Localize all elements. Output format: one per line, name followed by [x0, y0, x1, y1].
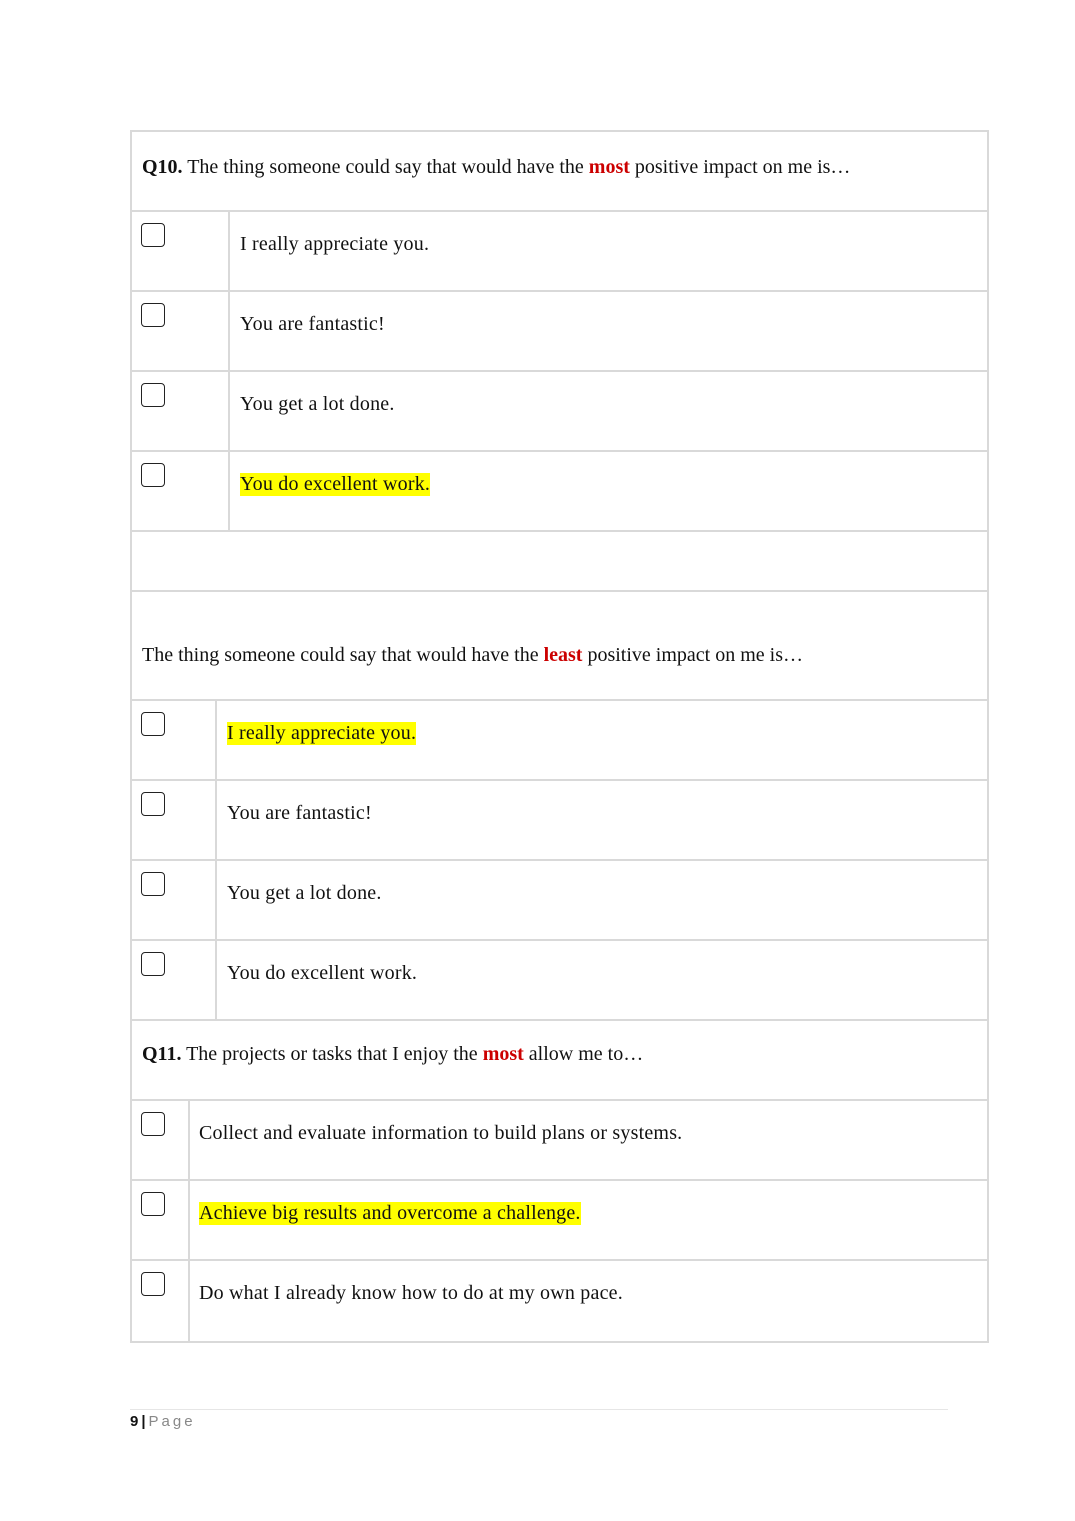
q10-prompt-start: The thing someone could say that would have the: [182, 156, 589, 178]
q10-option-1-checkbox[interactable]: [141, 223, 165, 247]
q10-least-option-1-checkbox[interactable]: [141, 712, 165, 736]
q10-least-option-row[interactable]: [132, 701, 987, 781]
column-divider: [215, 781, 217, 859]
q11-prompt-end: allow me to…: [523, 1043, 644, 1065]
q10-least-option-row[interactable]: [132, 941, 987, 1021]
page-number: 9: [130, 1413, 139, 1430]
q11-label: Q11.: [142, 1043, 182, 1065]
q10-option-2-text: You are fantastic!: [240, 313, 385, 335]
q11-option-2-checkbox[interactable]: [141, 1192, 165, 1216]
q10-option-1-text: I really appreciate you.: [240, 233, 430, 255]
q10-option-row[interactable]: [132, 372, 987, 452]
q10-least-question-text: [142, 644, 803, 667]
column-divider: [228, 372, 230, 450]
q10-least-keyword: least: [543, 644, 583, 666]
q10-option-2-checkbox[interactable]: [141, 303, 165, 327]
column-divider: [228, 212, 230, 290]
q10-least-option-3-text: You get a lot done.: [227, 882, 382, 904]
q11-option-3-text: Do what I already know how to do at my own pace.: [199, 1282, 623, 1304]
page-label: Page: [148, 1413, 196, 1430]
q11-option-row[interactable]: [132, 1101, 987, 1181]
q11-question-row: [132, 1021, 987, 1101]
q10-option-3-checkbox[interactable]: [141, 383, 165, 407]
column-divider: [215, 861, 217, 939]
q11-option-row[interactable]: [132, 1181, 987, 1261]
q10-option-4-text: You do excellent work.: [240, 473, 431, 495]
q10-least-option-4-text: You do excellent work.: [227, 962, 418, 984]
q11-option-3-checkbox[interactable]: [141, 1272, 165, 1296]
q10-least-option-4-checkbox[interactable]: [141, 952, 165, 976]
q10-option-row[interactable]: [132, 452, 987, 532]
q11-option-1-checkbox[interactable]: [141, 1112, 165, 1136]
column-divider: [228, 452, 230, 530]
q10-least-prompt-end: positive impact on me is…: [582, 644, 803, 666]
q11-question-text: [142, 1043, 643, 1066]
spacer-row: [132, 532, 987, 592]
footer-divider: [130, 1409, 948, 1410]
q10-keyword: most: [588, 156, 630, 178]
q10-least-question-row: [132, 592, 987, 701]
q10-least-option-1-text: I really appreciate you.: [227, 722, 417, 744]
column-divider: [188, 1101, 190, 1179]
column-divider: [188, 1181, 190, 1259]
q10-least-prompt-start: The thing someone could say that would have the: [142, 644, 544, 666]
q10-least-option-3-checkbox[interactable]: [141, 872, 165, 896]
q11-option-row[interactable]: [132, 1261, 987, 1341]
q10-question-row: [132, 132, 987, 212]
q11-prompt-start: The projects or tasks that I enjoy the: [181, 1043, 483, 1065]
q10-label: Q10.: [142, 156, 183, 178]
q10-least-option-row[interactable]: [132, 861, 987, 941]
q10-option-3-text: You get a lot done.: [240, 393, 395, 415]
questionnaire-table: [130, 130, 989, 1343]
q10-least-option-2-checkbox[interactable]: [141, 792, 165, 816]
q11-option-2-text: Achieve big results and overcome a challenge.: [199, 1202, 581, 1224]
q11-option-1-text: Collect and evaluate information to build plans or systems.: [199, 1122, 683, 1144]
page-footer: [130, 1413, 196, 1430]
footer-separator: |: [141, 1413, 146, 1430]
q10-least-option-2-text: You are fantastic!: [227, 802, 372, 824]
q10-prompt-end: positive impact on me is…: [629, 156, 851, 178]
column-divider: [188, 1261, 190, 1341]
q10-option-4-checkbox[interactable]: [141, 463, 165, 487]
q10-option-row[interactable]: [132, 292, 987, 372]
q10-question-text: [142, 156, 850, 179]
column-divider: [215, 941, 217, 1019]
column-divider: [215, 701, 217, 779]
column-divider: [228, 292, 230, 370]
q11-keyword: most: [482, 1043, 524, 1065]
q10-option-row[interactable]: [132, 212, 987, 292]
q10-least-option-row[interactable]: [132, 781, 987, 861]
